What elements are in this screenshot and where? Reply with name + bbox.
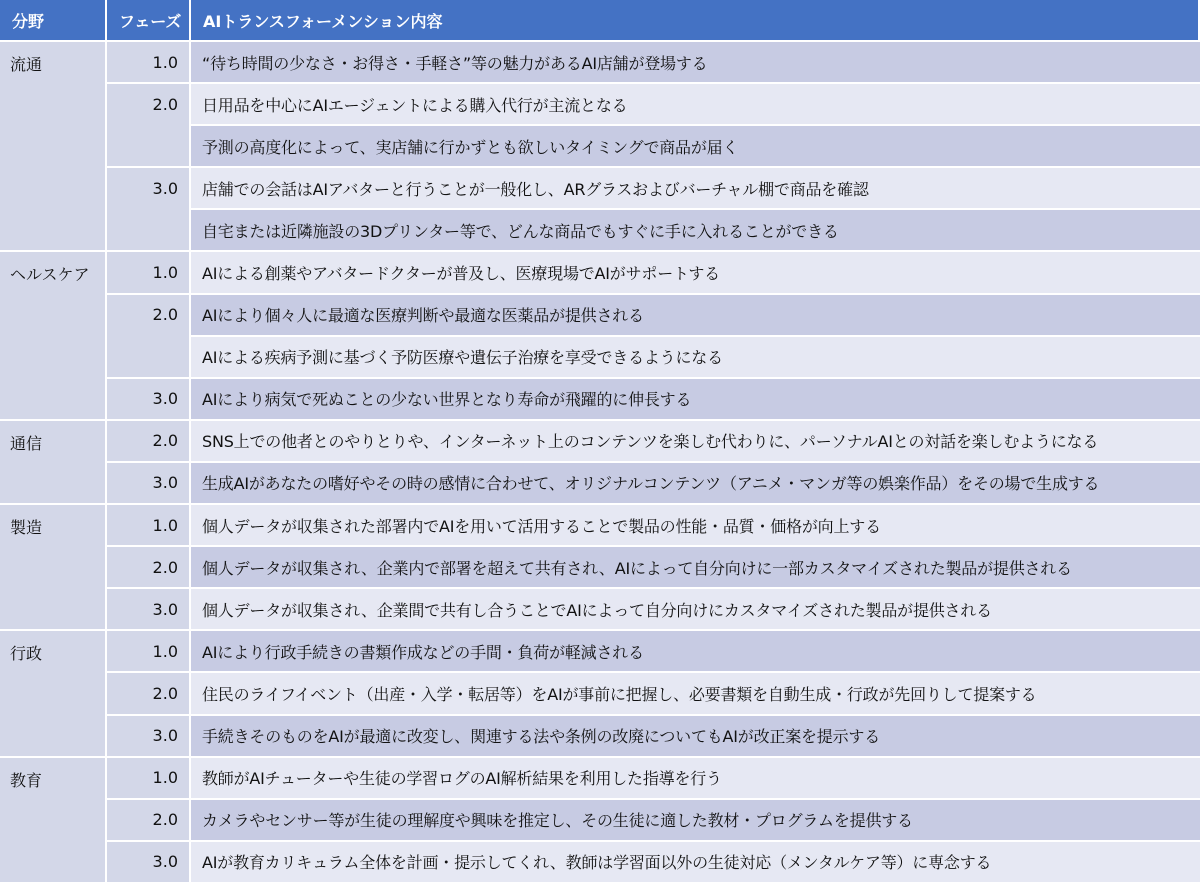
content-cell: カメラやセンサー等が生徒の理解度や興味を推定し、その生徒に適した教材・プログラムを提供する <box>191 798 1200 840</box>
field-cell: 行政 <box>0 629 107 755</box>
phase-cell: 3.0 <box>107 840 191 882</box>
content-cell: 自宅または近隣施設の3Dプリンター等で、どんな商品でもすぐに手に入れることができる <box>191 208 1200 250</box>
phase-cell: 1.0 <box>107 629 191 671</box>
phase-cell: 3.0 <box>107 714 191 756</box>
content-cell: AIが教育カリキュラム全体を計画・提示してくれ、教師は学習面以外の生徒対応（メンタルケア等）に専念する <box>191 840 1200 882</box>
content-cell: AIにより病気で死ぬことの少ない世界となり寿命が飛躍的に伸長する <box>191 377 1200 419</box>
field-cell: 流通 <box>0 40 107 250</box>
field-cell: 製造 <box>0 503 107 629</box>
phase-cell <box>107 124 191 166</box>
content-cell: 住民のライフイベント（出産・入学・転居等）をAIが事前に把握し、必要書類を自動生成・行政が先回りして提案する <box>191 671 1200 713</box>
phase-cell: 1.0 <box>107 503 191 545</box>
header-field: 分野 <box>0 0 107 40</box>
content-cell: 個人データが収集され、企業間で共有し合うことでAIによって自分向けにカスタマイズされた製品が提供される <box>191 587 1200 629</box>
phase-cell <box>107 208 191 250</box>
phase-cell: 1.0 <box>107 756 191 798</box>
content-cell: 教師がAIチューターや生徒の学習ログのAI解析結果を利用した指導を行う <box>191 756 1200 798</box>
content-cell: “待ち時間の少なさ・お得さ・手軽さ”等の魅力があるAI店舗が登場する <box>191 40 1200 82</box>
content-cell: SNS上での他者とのやりとりや、インターネット上のコンテンツを楽しむ代わりに、パーソナルAIとの対話を楽しむようになる <box>191 419 1200 461</box>
header-phase: フェーズ <box>107 0 191 40</box>
phase-cell: 2.0 <box>107 82 191 124</box>
content-cell: AIにより行政手続きの書類作成などの手間・負荷が軽減される <box>191 629 1200 671</box>
content-cell: 日用品を中心にAIエージェントによる購入代行が主流となる <box>191 82 1200 124</box>
content-cell: AIによる創薬やアバタードクターが普及し、医療現場でAIがサポートする <box>191 250 1200 292</box>
field-cell: ヘルスケア <box>0 250 107 418</box>
phase-cell: 3.0 <box>107 377 191 419</box>
header-content: AIトランスフォーメンション内容 <box>191 0 1200 40</box>
phase-cell: 2.0 <box>107 545 191 587</box>
phase-cell: 2.0 <box>107 293 191 335</box>
content-cell: 店舗での会話はAIアバターと行うことが一般化し、ARグラスおよびバーチャル棚で商品を確認 <box>191 166 1200 208</box>
phase-cell: 2.0 <box>107 419 191 461</box>
field-cell: 教育 <box>0 756 107 882</box>
phase-cell: 1.0 <box>107 40 191 82</box>
content-cell: AIにより個々人に最適な医療判断や最適な医薬品が提供される <box>191 293 1200 335</box>
content-cell: 生成AIがあなたの嗜好やその時の感情に合わせて、オリジナルコンテンツ（アニメ・マンガ等の娯楽作品）をその場で生成する <box>191 461 1200 503</box>
content-cell: 手続きそのものをAIが最適に改変し、関連する法や条例の改廃についてもAIが改正案を提示する <box>191 714 1200 756</box>
content-cell: AIによる疾病予測に基づく予防医療や遺伝子治療を享受できるようになる <box>191 335 1200 377</box>
phase-cell: 2.0 <box>107 798 191 840</box>
phase-cell: 3.0 <box>107 587 191 629</box>
phase-cell: 3.0 <box>107 461 191 503</box>
phase-cell <box>107 335 191 377</box>
content-cell: 個人データが収集された部署内でAIを用いて活用することで製品の性能・品質・価格が向上する <box>191 503 1200 545</box>
phase-cell: 1.0 <box>107 250 191 292</box>
phase-cell: 3.0 <box>107 166 191 208</box>
content-cell: 個人データが収集され、企業内で部署を超えて共有され、AIによって自分向けに一部カスタマイズされた製品が提供される <box>191 545 1200 587</box>
field-cell: 通信 <box>0 419 107 503</box>
phase-cell: 2.0 <box>107 671 191 713</box>
content-cell: 予測の高度化によって、実店舗に行かずとも欲しいタイミングで商品が届く <box>191 124 1200 166</box>
